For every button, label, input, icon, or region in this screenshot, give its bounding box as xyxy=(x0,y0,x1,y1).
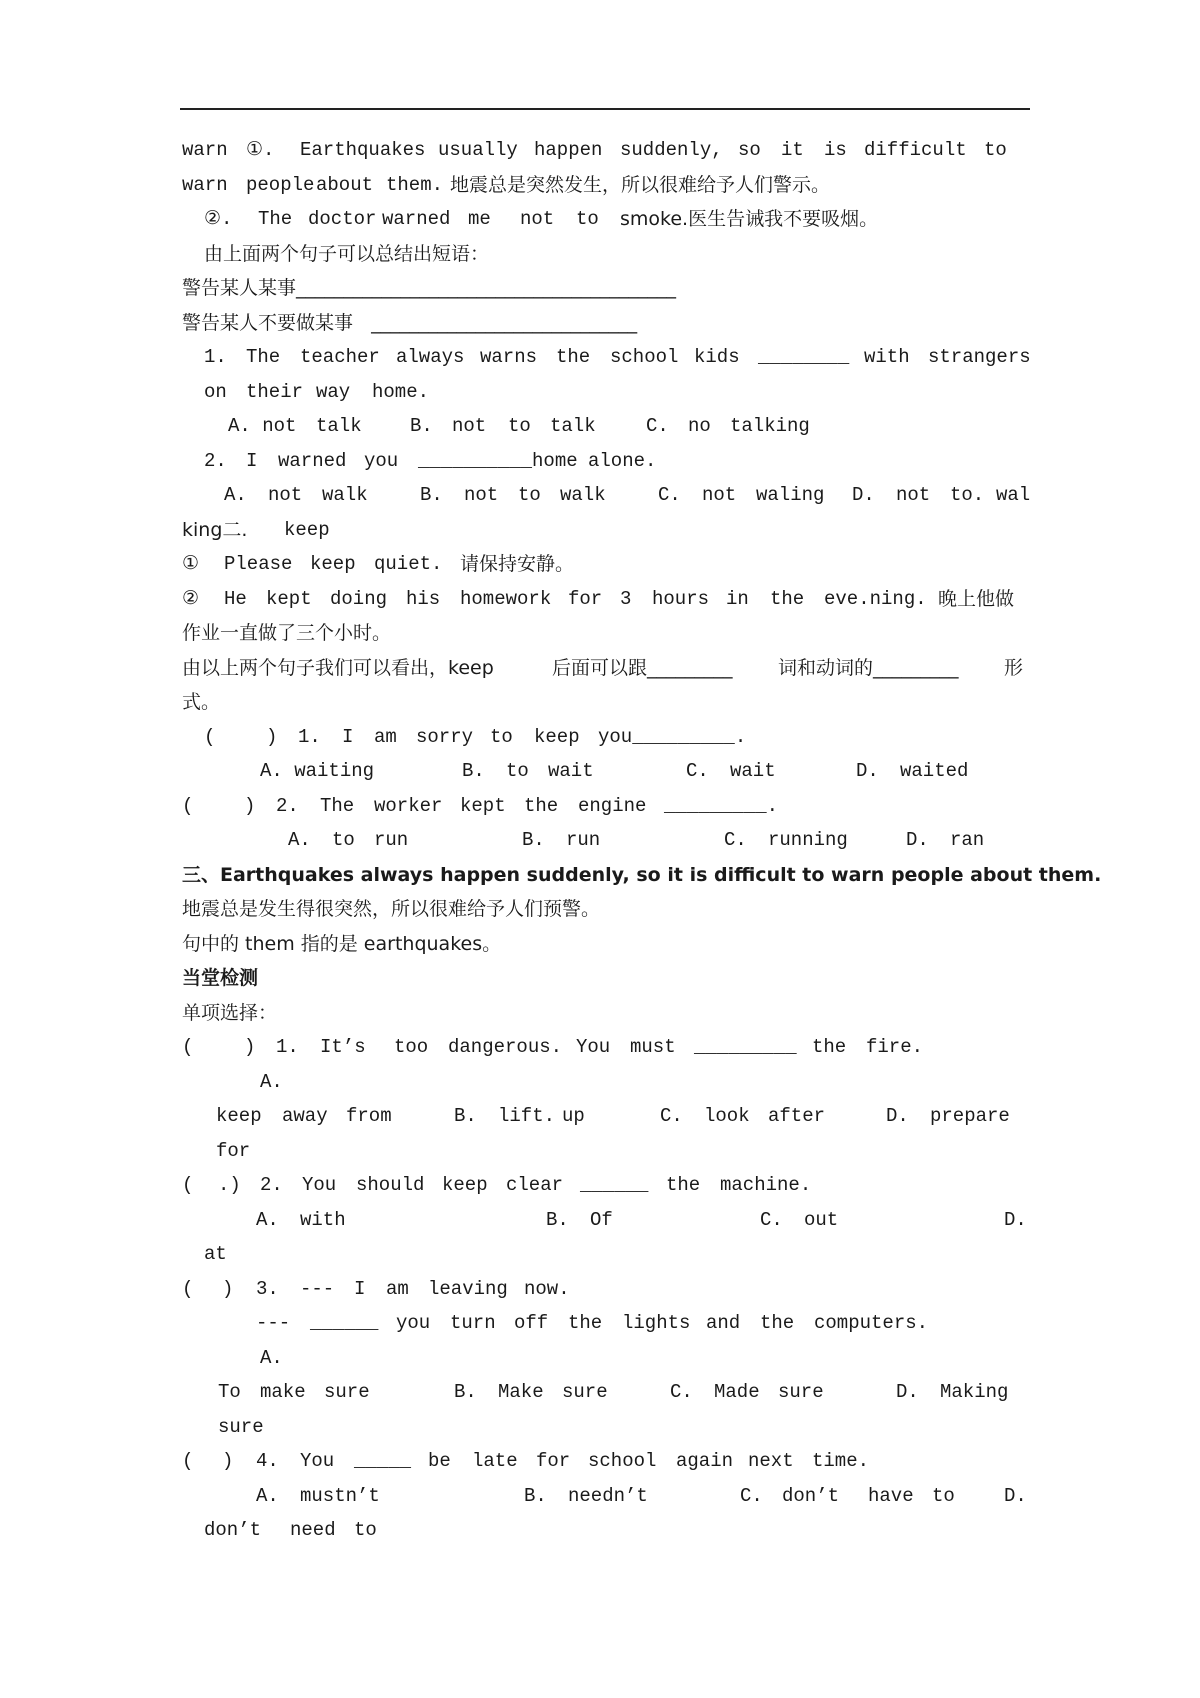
text-fragment: talk xyxy=(550,415,596,437)
text-fragment: B. xyxy=(410,415,433,437)
text-fragment: 4. xyxy=(256,1450,279,1472)
text-fragment: to. xyxy=(950,484,985,506)
text-line xyxy=(0,1513,1200,1547)
text-fragment: .) xyxy=(218,1174,241,1196)
text-fragment: _____ xyxy=(354,1450,412,1472)
text-fragment: fire. xyxy=(866,1036,924,1058)
text-line xyxy=(0,1410,1200,1444)
text-fragment: ran xyxy=(950,829,985,851)
text-line xyxy=(0,168,1200,202)
text-fragment: run xyxy=(374,829,409,851)
text-fragment: not xyxy=(896,484,931,506)
text-fragment: to xyxy=(932,1485,955,1507)
text-fragment: to xyxy=(506,760,529,782)
text-line xyxy=(0,996,1200,1030)
text-fragment: A. xyxy=(260,1071,283,1093)
text-fragment: on xyxy=(204,381,227,403)
text-fragment: to xyxy=(490,726,513,748)
text-fragment: now. xyxy=(524,1278,570,1300)
text-fragment: the xyxy=(812,1036,847,1058)
text-fragment: the xyxy=(760,1312,795,1334)
text-fragment: away xyxy=(282,1105,328,1127)
text-fragment: B. xyxy=(522,829,545,851)
text-fragment: about xyxy=(316,174,374,196)
text-fragment: the xyxy=(770,588,805,610)
text-fragment: not xyxy=(520,208,555,230)
text-fragment: too xyxy=(394,1036,429,1058)
text-fragment: D. xyxy=(886,1105,909,1127)
text-fragment: must xyxy=(630,1036,676,1058)
text-fragment: ) xyxy=(244,795,256,817)
text-fragment: sure xyxy=(218,1416,264,1438)
text-line xyxy=(0,720,1200,754)
text-fragment: to xyxy=(984,139,1007,161)
text-fragment: ① xyxy=(182,553,200,575)
text-fragment: 词和动词的_________ xyxy=(778,657,959,679)
text-fragment: 句中的 them 指的是 earthquakes。 xyxy=(182,933,502,955)
text-line xyxy=(0,237,1200,271)
text-fragment: dangerous. xyxy=(448,1036,563,1058)
text-fragment: lift. xyxy=(498,1105,556,1127)
text-fragment: 单项选择： xyxy=(182,1002,278,1024)
text-fragment: It’s xyxy=(320,1036,366,1058)
text-fragment: people xyxy=(246,174,315,196)
text-fragment: __________home xyxy=(418,450,578,472)
text-fragment: 2. xyxy=(276,795,299,817)
text-fragment: warns xyxy=(480,346,538,368)
text-fragment: 地震总是发生得很突然，所以很难给予人们预警。 xyxy=(182,898,601,920)
text-fragment: in xyxy=(726,588,749,610)
text-fragment: don’t xyxy=(782,1485,840,1507)
text-fragment: machine. xyxy=(720,1174,812,1196)
text-fragment: computers. xyxy=(814,1312,929,1334)
header-rule xyxy=(180,108,1030,110)
text-fragment: waling xyxy=(756,484,825,506)
text-fragment: keep xyxy=(442,1174,488,1196)
text-fragment: 2. xyxy=(204,450,227,472)
text-line xyxy=(0,1341,1200,1375)
text-line xyxy=(0,133,1200,167)
text-fragment: not xyxy=(702,484,737,506)
text-fragment: 1. xyxy=(276,1036,299,1058)
text-fragment: so xyxy=(738,139,761,161)
text-line xyxy=(0,651,1200,685)
text-fragment: up xyxy=(562,1105,585,1127)
text-fragment: lights xyxy=(622,1312,691,1334)
text-fragment: alone. xyxy=(588,450,657,472)
text-fragment: --- xyxy=(256,1312,291,1334)
text-fragment: talking xyxy=(730,415,810,437)
text-fragment: warn xyxy=(182,174,228,196)
text-fragment: eve.ning. xyxy=(824,588,927,610)
text-fragment: 当堂检测 xyxy=(182,967,259,989)
text-fragment: A. xyxy=(256,1485,279,1507)
text-fragment: leaving xyxy=(428,1278,508,1300)
text-fragment: I xyxy=(354,1278,366,1300)
text-fragment: Make xyxy=(498,1381,544,1403)
text-fragment: 请保持安静。 xyxy=(460,553,575,575)
text-fragment: clear xyxy=(506,1174,564,1196)
text-fragment: out xyxy=(804,1209,839,1231)
text-fragment: not xyxy=(452,415,487,437)
text-fragment: You xyxy=(302,1174,337,1196)
text-fragment: strangers xyxy=(928,346,1031,368)
text-fragment: to xyxy=(518,484,541,506)
text-line xyxy=(0,1065,1200,1099)
text-fragment: keep xyxy=(310,553,356,575)
text-line xyxy=(0,1479,1200,1513)
text-fragment: C. xyxy=(658,484,681,506)
text-fragment: 形 xyxy=(1004,657,1024,679)
text-line xyxy=(0,616,1200,650)
text-fragment: time. xyxy=(812,1450,870,1472)
text-fragment: 由以上两个句子我们可以看出，keep xyxy=(182,657,494,679)
text-fragment: turn xyxy=(450,1312,496,1334)
text-fragment: be xyxy=(428,1450,451,1472)
text-fragment: ( xyxy=(182,1174,194,1196)
text-fragment: teacher xyxy=(300,346,380,368)
text-line xyxy=(0,823,1200,857)
text-fragment: make xyxy=(260,1381,306,1403)
text-fragment: for xyxy=(216,1140,251,1162)
text-line xyxy=(0,340,1200,374)
text-fragment: next xyxy=(748,1450,794,1472)
text-fragment: is xyxy=(824,139,847,161)
text-fragment: kids xyxy=(694,346,740,368)
text-fragment: Earthquakes xyxy=(300,139,426,161)
text-line xyxy=(0,271,1200,305)
text-fragment: --- xyxy=(300,1278,335,1300)
text-fragment: them. xyxy=(386,174,444,196)
text-line xyxy=(0,513,1200,547)
text-fragment: B. xyxy=(524,1485,547,1507)
text-fragment: 由上面两个句子可以总结出短语： xyxy=(204,243,490,265)
text-fragment: you xyxy=(396,1312,431,1334)
text-fragment: should xyxy=(356,1174,425,1196)
text-fragment: 晚上他做 xyxy=(938,588,1015,610)
text-fragment: ( xyxy=(182,1278,194,1300)
text-fragment: talk xyxy=(316,415,362,437)
text-fragment: worker xyxy=(374,795,443,817)
text-fragment: ) xyxy=(266,726,278,748)
text-fragment: with xyxy=(864,346,910,368)
text-fragment: no xyxy=(688,415,711,437)
text-fragment: quiet. xyxy=(374,553,443,575)
text-line xyxy=(0,789,1200,823)
text-fragment: C. xyxy=(686,760,709,782)
text-fragment: 1. xyxy=(298,726,321,748)
text-fragment: always xyxy=(396,346,465,368)
text-line xyxy=(0,582,1200,616)
text-fragment: am xyxy=(386,1278,409,1300)
text-fragment: 警告某人某事________________________________________ xyxy=(182,277,677,299)
text-line xyxy=(0,685,1200,719)
text-fragment: from xyxy=(346,1105,392,1127)
text-line xyxy=(0,478,1200,512)
text-fragment: _________ xyxy=(694,1036,797,1058)
text-fragment: ______ xyxy=(310,1312,379,1334)
text-fragment: 2. xyxy=(260,1174,283,1196)
text-fragment: waited xyxy=(900,760,969,782)
text-line xyxy=(0,1203,1200,1237)
text-line xyxy=(0,444,1200,478)
text-fragment: hours xyxy=(652,588,710,610)
text-fragment: look xyxy=(704,1105,750,1127)
text-fragment: B. xyxy=(454,1105,477,1127)
text-fragment: You xyxy=(300,1450,335,1472)
text-fragment: ______ xyxy=(580,1174,649,1196)
text-fragment: warned xyxy=(278,450,347,472)
text-line xyxy=(0,202,1200,236)
text-fragment: A. xyxy=(256,1209,279,1231)
text-fragment: Please xyxy=(224,553,293,575)
text-line xyxy=(0,547,1200,581)
text-fragment: the xyxy=(666,1174,701,1196)
text-line xyxy=(0,754,1200,788)
text-fragment: Made xyxy=(714,1381,760,1403)
text-fragment: A. xyxy=(224,484,247,506)
text-fragment: their xyxy=(246,381,304,403)
text-fragment: D. xyxy=(896,1381,919,1403)
text-fragment: doctor xyxy=(308,208,377,230)
text-fragment: engine xyxy=(578,795,647,817)
text-fragment: prepare xyxy=(930,1105,1010,1127)
text-fragment: 三、Earthquakes always happen suddenly, so it is difficult to warn people about them. xyxy=(182,864,1102,886)
text-fragment: way xyxy=(316,381,351,403)
text-fragment: at xyxy=(204,1243,227,1265)
text-fragment: 3. xyxy=(256,1278,279,1300)
text-line xyxy=(0,961,1200,995)
text-line xyxy=(0,306,1200,340)
text-line xyxy=(0,1272,1200,1306)
text-fragment: keep xyxy=(534,726,580,748)
text-fragment: late xyxy=(472,1450,518,1472)
text-fragment: 后面可以跟_________ xyxy=(552,657,733,679)
text-fragment: B. xyxy=(546,1209,569,1231)
text-fragment: D. xyxy=(906,829,929,851)
text-fragment: mustn’t xyxy=(300,1485,380,1507)
text-fragment: for xyxy=(536,1450,571,1472)
text-fragment: ________ xyxy=(758,346,850,368)
text-fragment: suddenly, xyxy=(620,139,723,161)
text-line xyxy=(0,927,1200,961)
text-line xyxy=(0,375,1200,409)
text-fragment: wait xyxy=(548,760,594,782)
text-fragment: 地震总是突然发生，所以很难给予人们警示。 xyxy=(450,174,831,196)
text-fragment: sure xyxy=(324,1381,370,1403)
text-fragment: wait xyxy=(730,760,776,782)
text-fragment: walk xyxy=(560,484,606,506)
text-fragment: A. waiting xyxy=(260,760,375,782)
text-fragment: usually xyxy=(438,139,518,161)
text-fragment: ) xyxy=(222,1450,234,1472)
text-fragment: C. xyxy=(660,1105,683,1127)
text-line xyxy=(0,1237,1200,1271)
text-fragment: again xyxy=(676,1450,734,1472)
text-fragment: not xyxy=(464,484,499,506)
text-fragment: to xyxy=(354,1519,377,1541)
text-fragment: the xyxy=(524,795,559,817)
text-fragment: smoke.医生告诫我不要吸烟。 xyxy=(620,208,879,230)
text-line xyxy=(0,1306,1200,1340)
text-fragment: the xyxy=(568,1312,603,1334)
text-fragment: D. xyxy=(1004,1485,1027,1507)
text-fragment: walk xyxy=(322,484,368,506)
text-fragment: 3 xyxy=(620,588,632,610)
text-fragment: homework xyxy=(460,588,552,610)
text-fragment: You xyxy=(576,1036,611,1058)
text-fragment: He xyxy=(224,588,247,610)
text-fragment: D. xyxy=(856,760,879,782)
text-fragment: The xyxy=(320,795,355,817)
text-line xyxy=(0,1099,1200,1133)
text-fragment: 1. xyxy=(204,346,227,368)
text-fragment: 作业一直做了三个小时。 xyxy=(182,622,392,644)
text-fragment: wal xyxy=(996,484,1031,506)
text-line xyxy=(0,1444,1200,1478)
text-fragment: C. xyxy=(646,415,669,437)
text-fragment: to xyxy=(332,829,355,851)
text-line xyxy=(0,1168,1200,1202)
text-fragment: ( xyxy=(182,795,194,817)
text-fragment: To xyxy=(218,1381,241,1403)
text-fragment: happen xyxy=(534,139,603,161)
text-fragment: doing xyxy=(330,588,388,610)
text-fragment: his xyxy=(406,588,441,610)
text-fragment: ②. xyxy=(204,208,233,230)
text-fragment: D. xyxy=(1004,1209,1027,1231)
text-fragment: for xyxy=(568,588,603,610)
text-fragment: Making xyxy=(940,1381,1009,1403)
text-fragment: 警告某人不要做某事 ____________________________ xyxy=(182,312,638,334)
text-fragment: The xyxy=(258,208,293,230)
text-fragment: Of xyxy=(590,1209,613,1231)
text-fragment: the xyxy=(556,346,591,368)
text-fragment: A. xyxy=(260,1347,283,1369)
text-fragment: to xyxy=(576,208,599,230)
text-fragment: sure xyxy=(778,1381,824,1403)
text-line xyxy=(0,1134,1200,1168)
text-fragment: kept xyxy=(460,795,506,817)
text-fragment: keep xyxy=(284,519,330,541)
text-fragment: I xyxy=(342,726,354,748)
text-fragment: it xyxy=(781,139,804,161)
text-fragment: you xyxy=(364,450,399,472)
text-fragment: home. xyxy=(372,381,430,403)
text-fragment: you_________. xyxy=(598,726,747,748)
text-fragment: C. xyxy=(740,1485,763,1507)
text-fragment: warn xyxy=(182,139,228,161)
text-fragment: kept xyxy=(266,588,312,610)
text-fragment: and xyxy=(706,1312,741,1334)
text-fragment: ) xyxy=(244,1036,256,1058)
text-line xyxy=(0,1375,1200,1409)
text-fragment: A. not xyxy=(228,415,297,437)
text-fragment: need xyxy=(290,1519,336,1541)
text-fragment: B. xyxy=(462,760,485,782)
text-fragment: B. xyxy=(420,484,443,506)
text-fragment: _________. xyxy=(664,795,779,817)
text-fragment: ( xyxy=(182,1036,194,1058)
text-fragment: C. xyxy=(670,1381,693,1403)
text-line xyxy=(0,1030,1200,1064)
text-fragment: to xyxy=(508,415,531,437)
text-fragment: me xyxy=(468,208,491,230)
text-fragment: have xyxy=(868,1485,914,1507)
text-fragment: ①. xyxy=(246,139,275,161)
text-line xyxy=(0,892,1200,926)
text-fragment: C. xyxy=(760,1209,783,1231)
text-fragment: needn’t xyxy=(568,1485,648,1507)
text-fragment: D. xyxy=(852,484,875,506)
text-fragment: ② xyxy=(182,588,200,610)
text-fragment: after xyxy=(768,1105,826,1127)
text-fragment: ) xyxy=(222,1278,234,1300)
text-fragment: with xyxy=(300,1209,346,1231)
text-fragment: ( xyxy=(182,1450,194,1472)
text-line xyxy=(0,409,1200,443)
text-fragment: school xyxy=(610,346,679,368)
text-fragment: sorry xyxy=(416,726,474,748)
text-fragment: 式。 xyxy=(182,691,221,713)
text-fragment: am xyxy=(374,726,397,748)
text-fragment: warned xyxy=(382,208,451,230)
text-fragment: difficult xyxy=(864,139,967,161)
text-fragment: I xyxy=(246,450,258,472)
text-line xyxy=(0,858,1200,892)
text-fragment: running xyxy=(768,829,848,851)
text-fragment: not xyxy=(268,484,303,506)
text-fragment: A. xyxy=(288,829,311,851)
text-fragment: school xyxy=(588,1450,657,1472)
text-fragment: B. xyxy=(454,1381,477,1403)
text-fragment: don’t xyxy=(204,1519,262,1541)
text-fragment: king二. xyxy=(182,519,248,541)
text-fragment: off xyxy=(514,1312,549,1334)
text-fragment: run xyxy=(566,829,601,851)
text-fragment: sure xyxy=(562,1381,608,1403)
text-fragment: The xyxy=(246,346,281,368)
text-fragment: C. xyxy=(724,829,747,851)
text-fragment: keep xyxy=(216,1105,262,1127)
text-fragment: ( xyxy=(204,726,216,748)
